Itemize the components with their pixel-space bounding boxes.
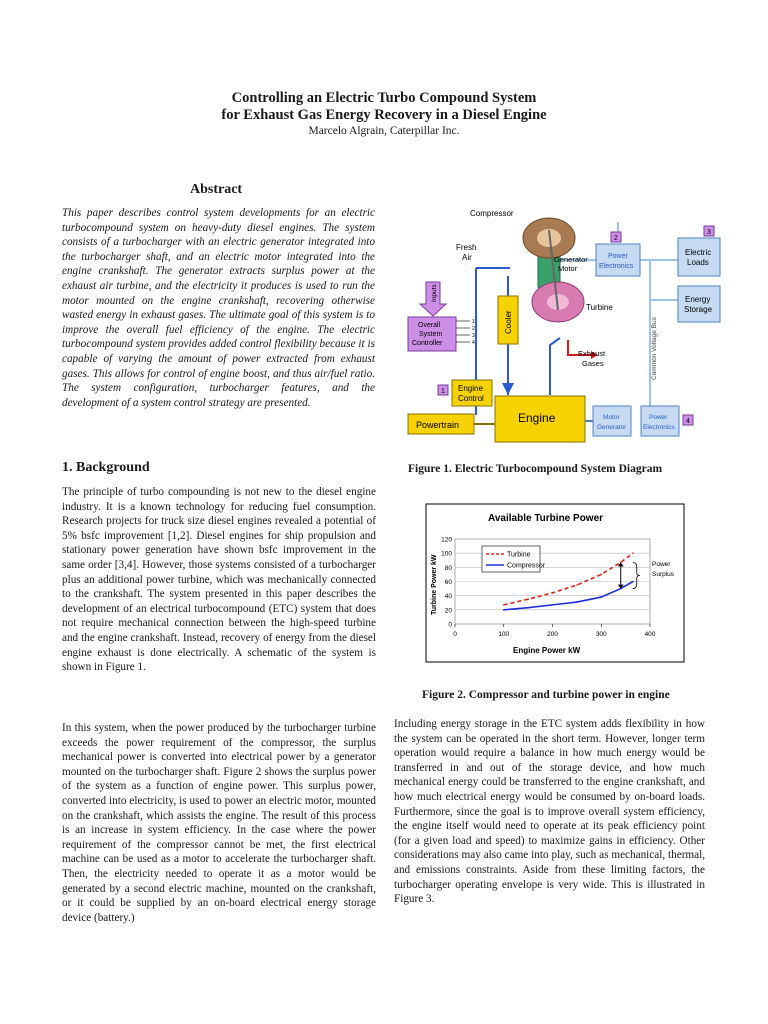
chart-ytick-label: 20 — [444, 607, 452, 615]
chart-xtick-label: 300 — [595, 631, 607, 638]
background-heading: 1. Background — [62, 460, 150, 475]
label-motor: Motor — [558, 264, 578, 273]
chart-xtick-label: 200 — [547, 631, 558, 638]
output-3: 3 — [472, 333, 475, 339]
chart-point-turbine — [632, 552, 634, 554]
background-paragraph-2: In this system, when the power produced by the turbocharger turbine exceeds the power requirement of the compressor, the surplus mechanical power is converted into electrical power by a generator mounted on the turbocharger shaft. Figure 2 shows the surplus power of the system as a function of engine power. This surplus power, converted into electricity, is used to power an electric motor, mounted on the crankshaft, which assists the engine. The result of this process is an increase in system efficiency. In the case where the power requirement of the compressor cannot be met, the first electrical machine can be used as a motor to accelerate the turbocharger shaft. Then, the electricity needed to operate it as a motor would be generated by a second electric machine, mounted on the crankshaft, or it could be supplied by an on-board electrical energy storage device (battery.) — [62, 722, 376, 924]
output-2: 2 — [472, 326, 475, 332]
power-electronics-bottom-box — [641, 406, 679, 436]
chart-point-compressor — [527, 607, 529, 609]
label-overall: Overall — [418, 322, 441, 329]
chart-annotation-power: Power — [652, 561, 671, 568]
output-1: 1 — [472, 319, 475, 325]
label-engine-control-2: Control — [458, 394, 484, 403]
chart-legend-label-turbine: Turbine — [507, 551, 531, 559]
chart-ytick-label: 0 — [448, 621, 452, 629]
chart-point-turbine — [600, 574, 602, 576]
label-cooler: Cooler — [504, 310, 513, 334]
abstract-heading: Abstract — [190, 182, 243, 197]
label-turbine: Turbine — [586, 303, 613, 312]
chart-point-turbine — [552, 592, 554, 594]
chart-point-compressor — [503, 609, 505, 611]
author: Marcelo Algrain, Caterpillar Inc. — [308, 125, 460, 137]
label-energy-1: Energy — [685, 295, 711, 304]
power-electronics-top-box — [596, 244, 640, 276]
label-mg-2: Generator — [597, 424, 627, 431]
abstract-text: This paper describes control system developments for an electric turbocompound system on heavy-duty diesel engines. The system consists of a turbocharger with an electric generator integrated into the turbocharger shaft, and an electric motor integrated into the engine crankshaft. The generator extracts surplus power at the exhaust air turbine, and the electricity it produces is used to run the motor mounted on the engine crankshaft, recovering otherwise wasted energy in exhaust gases. The ultimate goal of this system is to improve the overall fuel efficiency of the engine. The electric turbocompound system provides added control flexibility because it is capable of varying the amount of power extracted from exhaust gases. This allows for control of engine boost, and thus air/fuel ratio. The system configuration, turbocharger features, and the development of a system control strategy are presented. — [62, 207, 375, 409]
chart-point-turbine — [527, 598, 529, 600]
label-inputs: Inputs — [431, 284, 438, 302]
controller-outputs — [456, 321, 470, 342]
background-paragraph-1: The principle of turbo compounding is not new to the diesel engine industry. It is a known technology for reducing fuel consumption. Research projects for truck size diesel engines revealed a potential of 5% bsfc improvement [1,2]. Diesel engines for ship propulsion and stationary power generation have shown bsfc improvement in the same order [3,4]. However, those systems consisted of a turbocharger plus an additional power turbine, which was mechanically connected to the crankshaft. The system presented in this paper describes the development of an electrical turbocompound (ETC) system that does not require mechanical connection between the high-speed turbine and the engine crankshaft. Instead, recovery of energy from the diesel engine exhaust is done electrically. A schematic of the system is shown in Figure 1. — [62, 486, 376, 674]
chart-ytick-label: 100 — [441, 550, 452, 558]
label-energy-2: Storage — [684, 305, 713, 314]
output-4: 4 — [472, 340, 475, 346]
chart-point-compressor — [552, 604, 554, 606]
chart-ytick-label: 80 — [444, 564, 452, 572]
label-mg-1: Motor — [603, 414, 620, 421]
label-pe-bot-2: Electronics — [643, 424, 675, 431]
chart-point-compressor — [600, 596, 602, 598]
label-electric-2: Loads — [687, 258, 709, 267]
chart-ylabel: Turbine Power kW — [431, 554, 438, 615]
chart-ytick-label: 60 — [444, 579, 452, 586]
energy-storage-box — [678, 286, 720, 322]
chart-ytick-label: 120 — [441, 536, 452, 544]
title-line-2: for Exhaust Gas Energy Recovery in a Diesel Engine — [221, 107, 547, 123]
label-controller: Controller — [412, 340, 443, 347]
figure-1-caption: Figure 1. Electric Turbocompound System Diagram — [408, 463, 663, 475]
chart-xtick-label: 100 — [498, 631, 510, 638]
title-line-1: Controlling an Electric Turbo Compound System — [231, 90, 537, 106]
chart-title: Available Turbine Power — [488, 513, 604, 524]
chart-xlabel: Engine Power kW — [513, 646, 581, 655]
chart-point-turbine — [576, 584, 578, 586]
label-common-voltage-bus: Common Voltage Bus — [651, 317, 658, 380]
chart-xtick-label: 0 — [453, 631, 457, 638]
label-engine-control-1: Engine — [458, 384, 483, 393]
tag-1: 1 — [441, 388, 445, 395]
label-air: Air — [462, 253, 472, 262]
label-fresh: Fresh — [456, 243, 477, 252]
label-exhaust: Exhaust — [578, 349, 606, 358]
chart-xtick-label: 400 — [644, 631, 656, 638]
label-pe-top-1: Power — [608, 253, 628, 260]
chart-point-compressor — [576, 601, 578, 603]
label-electric-1: Electric — [685, 248, 712, 257]
chart-legend-label-compressor: Compressor — [507, 562, 546, 570]
tag-2: 2 — [614, 235, 618, 242]
label-pe-top-2: Electronics — [599, 263, 634, 270]
motor-generator-box — [593, 406, 631, 436]
chart-point-turbine — [503, 604, 505, 606]
label-pe-bot-1: Power — [649, 414, 668, 421]
chart-point-compressor — [632, 581, 634, 583]
label-engine: Engine — [518, 411, 556, 425]
electric-loads-box — [678, 238, 720, 276]
tag-4: 4 — [686, 418, 690, 425]
label-system: System — [419, 331, 443, 338]
chart-plot-area — [441, 537, 656, 639]
label-powertrain: Powertrain — [416, 420, 460, 430]
chart-annotation-surplus: Surplus — [652, 571, 675, 578]
figure-2-chart — [425, 503, 685, 663]
tag-3: 3 — [707, 229, 711, 236]
exhaust-pipe — [550, 338, 560, 395]
figure-2-caption: Figure 2. Compressor and turbine power in engine — [422, 689, 670, 701]
label-compressor: Compressor — [470, 209, 514, 218]
chart-ytick-label: 40 — [444, 593, 452, 601]
figure-1-diagram — [398, 200, 728, 455]
label-generator: Generator — [554, 255, 588, 264]
paper-title — [0, 90, 768, 124]
label-gases: Gases — [582, 359, 604, 368]
right-column-paragraph: Including energy storage in the ETC system adds flexibility in how the system can be operated in the short term. However, longer term operation would require a balance in how much energy would be transferred in and out of the storage device, and how much mechanical energy could be transferred to the engine crankshaft, and how much electrical energy would be consumed by on-board loads. Furthermore, since the goal is to improve overall system efficiency, the engine itself would need to operate at its peak efficiency point (for a given load and speed) to maximize gains in efficiency. Other considerations may also came into play, such as mechanical, thermal, and emissions constraints. Aside from these limiting factors, the turbocharger operating envelope is very wide. This is illustrated in Figure 3. — [394, 718, 705, 906]
